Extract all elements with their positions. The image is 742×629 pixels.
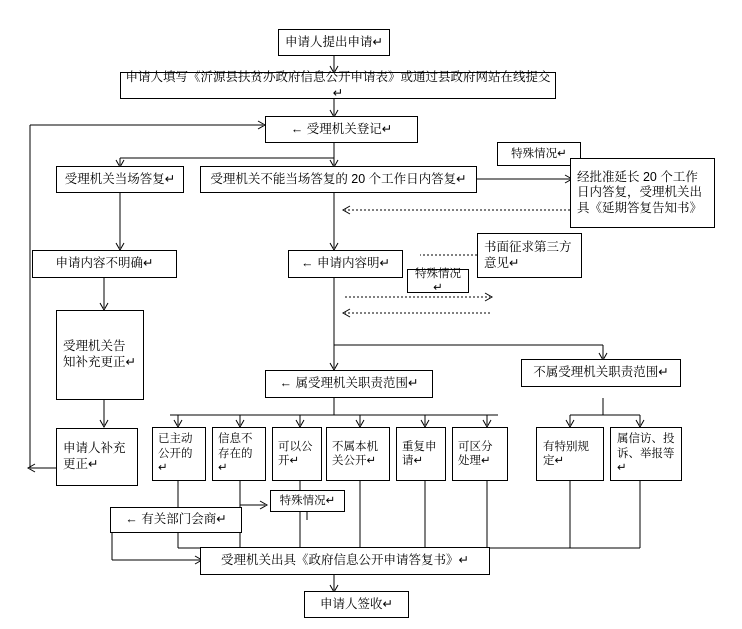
node-label: 申请人签收↵ <box>320 596 393 611</box>
node-applicant-submit <box>278 29 390 56</box>
node-label: 经批准延长 20 个工作日内答复，受理机关出具《延期答复告知书》 <box>577 169 703 215</box>
node-label: ← 属受理机关职责范围↵ <box>279 376 419 391</box>
node-label: 信息不存在的↵ <box>218 433 253 475</box>
node-special-case-2 <box>407 269 469 293</box>
node-special-provision <box>536 427 604 481</box>
node-can-disclose <box>272 427 322 481</box>
node-content-clear <box>288 250 403 278</box>
node-label: 重复申请↵ <box>402 440 437 467</box>
node-within-scope <box>265 370 433 398</box>
node-extended-reply-notice <box>570 158 715 228</box>
node-label: ← 有关部门会商↵ <box>125 512 227 527</box>
node-label: 受理机关告知补充更正↵ <box>63 339 136 369</box>
node-info-not-exist <box>212 427 266 481</box>
node-label: 受理机关不能当场答复的 20 个工作日内答复↵ <box>210 171 467 186</box>
node-applicant-supplement <box>56 428 138 486</box>
node-already-public <box>152 427 206 481</box>
node-label: 申请人填写《沂源县扶贫办政府信息公开申请表》或通过县政府网站在线提交↵ <box>125 69 551 100</box>
node-label: 已主动公开的↵ <box>158 433 193 475</box>
node-label: 申请内容不明确↵ <box>55 256 154 271</box>
node-label: 受理机关当场答复↵ <box>64 171 176 186</box>
node-fill-form <box>120 69 556 100</box>
node-label: ← 申请内容明↵ <box>301 256 390 271</box>
node-20-working-days <box>200 166 477 193</box>
node-label: 申请人补充更正↵ <box>63 441 126 471</box>
node-label: 不属受理机关职责范围↵ <box>533 365 669 380</box>
node-onsite-reply <box>56 166 184 193</box>
node-outside-scope <box>521 359 681 387</box>
node-not-this-agency <box>326 427 390 481</box>
node-label: 特殊情况↵ <box>279 494 336 507</box>
node-applicant-receipt <box>304 591 409 618</box>
node-label: 有特别规定↵ <box>543 440 589 467</box>
node-special-case-3 <box>270 490 345 512</box>
node-label: 可区分处理↵ <box>458 440 493 467</box>
node-label: 受理机关出具《政府信息公开申请答复书》↵ <box>221 553 469 568</box>
node-third-party-opinion <box>477 233 582 278</box>
node-label: 属信访、投诉、举报等↵ <box>617 433 675 475</box>
node-label: 特殊情况↵ <box>415 267 461 294</box>
node-label: 申请人提出申请↵ <box>285 34 383 49</box>
node-petition-complaint <box>610 427 682 481</box>
node-label: 可以公开↵ <box>278 440 313 467</box>
node-content-unclear <box>32 250 177 278</box>
node-departments-consult <box>110 507 242 533</box>
node-label: 特殊情况↵ <box>511 147 567 160</box>
node-duplicate-request <box>396 427 446 481</box>
node-issue-reply-document <box>200 547 490 575</box>
node-notify-supplement <box>56 310 144 400</box>
node-label: 书面征求第三方意见↵ <box>484 239 572 270</box>
node-separable-handling <box>452 427 508 481</box>
node-agency-register <box>265 116 418 143</box>
node-label: 不属本机关公开↵ <box>332 440 378 467</box>
node-label: ← 受理机关登记↵ <box>290 121 393 136</box>
node-special-case-1 <box>497 142 581 166</box>
